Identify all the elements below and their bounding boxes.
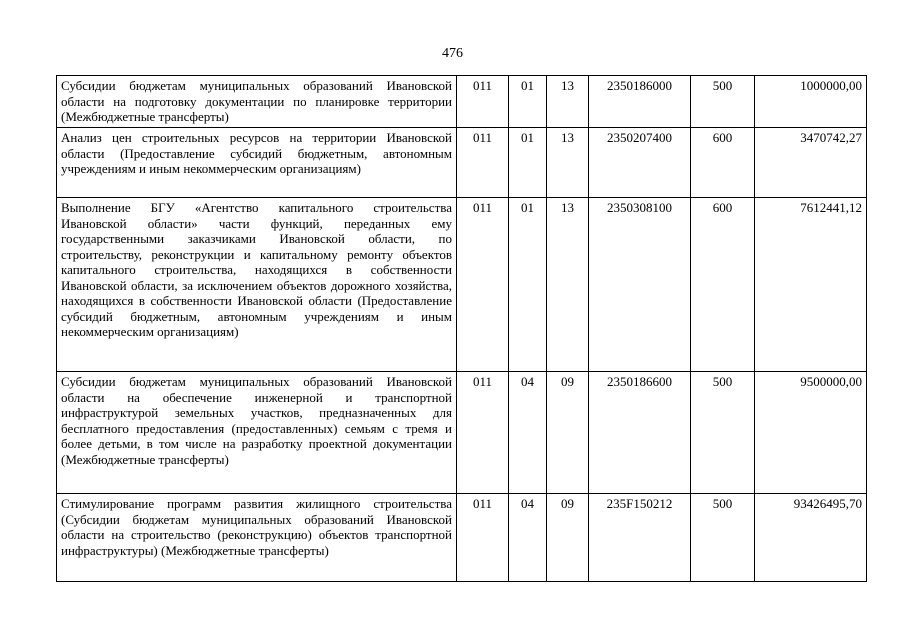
row-expense-type: 500 [691,76,755,128]
row-subsection-code: 09 [547,494,589,582]
budget-table [56,75,867,582]
row-grbs-code: 011 [457,76,509,128]
row-expense-type: 600 [691,128,755,198]
row-amount: 9500000,00 [755,372,867,494]
row-section-code: 04 [509,494,547,582]
row-description: Стимулирование программ развития жилищного строительства (Субсидии бюджетам муниципальных образований Ивановской области на строительство (реконструкцию) объектов транспортной инфраструктуры) (Межбюджетные трансферты) [57,494,457,582]
row-grbs-code: 011 [457,494,509,582]
row-grbs-code: 011 [457,198,509,372]
row-subsection-code: 13 [547,76,589,128]
row-target-article: 235F150212 [589,494,691,582]
row-description: Выполнение БГУ «Агентство капитального строительства Ивановской области» части функций, переданных ему государственными заказчиками Ивановской области, по строительству, реконструкции и капитальному ремонту объектов капитального строительства, находящихся в собственности Ивановской области, за исключением объектов дорожного хозяйства, находящихся в собственности Ивановской области (Предоставление субсидий бюджетным, автономным учреждениям и иным некоммерческим организациям) [57,198,457,372]
row-expense-type: 500 [691,372,755,494]
row-expense-type: 500 [691,494,755,582]
row-expense-type: 600 [691,198,755,372]
table-row [57,372,867,494]
row-section-code: 01 [509,198,547,372]
row-description: Субсидии бюджетам муниципальных образований Ивановской области на подготовку документации по планировке территории (Межбюджетные трансферты) [57,76,457,128]
page-number: 476 [442,46,463,61]
row-target-article: 2350186000 [589,76,691,128]
row-section-code: 01 [509,76,547,128]
row-amount: 1000000,00 [755,76,867,128]
row-target-article: 2350186600 [589,372,691,494]
row-grbs-code: 011 [457,128,509,198]
row-section-code: 04 [509,372,547,494]
row-target-article: 2350308100 [589,198,691,372]
row-subsection-code: 13 [547,198,589,372]
row-amount: 93426495,70 [755,494,867,582]
row-amount: 7612441,12 [755,198,867,372]
row-description: Анализ цен строительных ресурсов на территории Ивановской области (Предоставление субсидий бюджетным, автономным учреждениям и иным некоммерческим организациям) [57,128,457,198]
row-amount: 3470742,27 [755,128,867,198]
row-section-code: 01 [509,128,547,198]
table-row [57,128,867,198]
row-description: Субсидии бюджетам муниципальных образований Ивановской области на обеспечение инженерной и транспортной инфраструктурой земельных участков, предназначенных для бесплатного предоставления (предоставленных) семьям с тремя и более детьми, в том числе на разработку проектной документации (Межбюджетные трансферты) [57,372,457,494]
table-row [57,76,867,128]
row-target-article: 2350207400 [589,128,691,198]
row-subsection-code: 09 [547,372,589,494]
row-subsection-code: 13 [547,128,589,198]
table-row [57,494,867,582]
table-row [57,198,867,372]
row-grbs-code: 011 [457,372,509,494]
